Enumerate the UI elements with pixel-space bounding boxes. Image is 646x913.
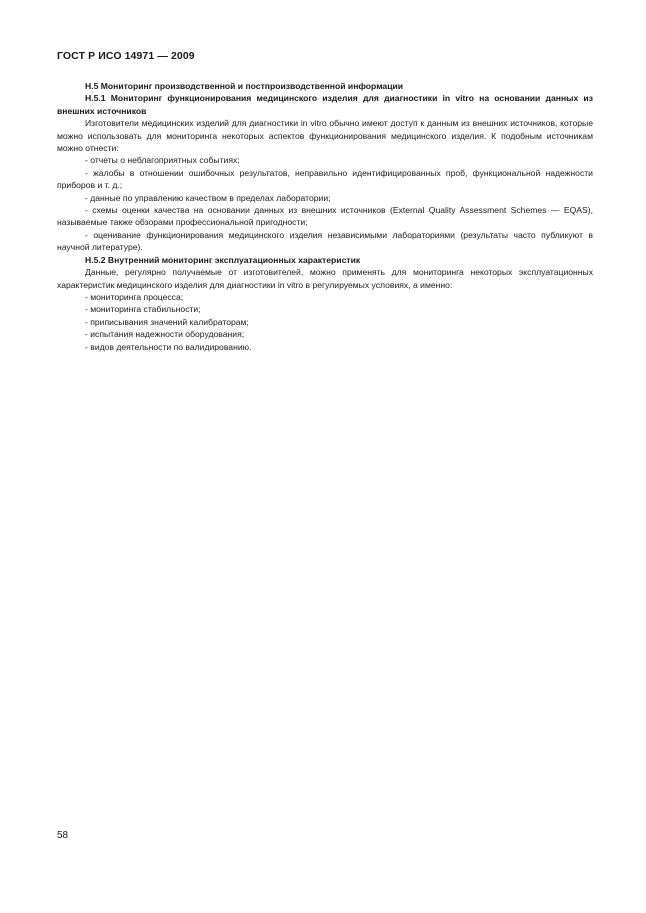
page-number: 58 — [57, 830, 69, 841]
list-item: - жалобы в отношении ошибочных результатов, неправильно идентифицированных проб, функциональной надежности приборов и т. д.; — [57, 167, 593, 191]
list-item: - приписывания значений калибраторам; — [85, 316, 249, 327]
list-item: - данные по управлению качеством в пределах лаборатории; — [85, 192, 331, 203]
list-item: - оценивание функционирования медицинского изделия независимыми лабораториями (результаты часто публикуют в научной литературе). — [57, 229, 593, 253]
document-body — [57, 80, 593, 353]
standard-header: ГОСТ Р ИСО 14971 — 2009 — [57, 50, 195, 62]
list-item: - схемы оценки качества на основании данных из внешних источников (External Quality Assessment Schemes — EQAS), называемые также обзорами профессиональной пригодности; — [57, 205, 593, 228]
list-item: - испытания надежности оборудования; — [85, 329, 245, 340]
list-item: - мониторинга стабильности; — [85, 304, 201, 315]
section-h52-intro: Данные, регулярно получаемые от изготовителей, можно применять для мониторинга некоторых эксплуатационных характеристик медицинского изделия для диагностики in vitro в регулируемых условиях, а именно: — [57, 267, 593, 290]
section-h51-heading: Н.5.1 Мониторинг функционирования медицинского изделия для диагностики in vitro на основании данных из внешних источников — [57, 93, 593, 116]
list-item: - видов деятельности по валидированию. — [85, 341, 252, 352]
list-item: - мониторинга процесса; — [85, 291, 184, 302]
section-h51-intro: Изготовители медицинских изделий для диагностики in vitro обычно имеют доступ к данным из внешних источников, которые можно использовать для мониторинга некоторых аспектов функционирования медицинского изделия. К подобным источникам можно отнести: — [57, 118, 593, 154]
section-h52-heading: Н.5.2 Внутренний мониторинг эксплуатационных характеристик — [85, 254, 361, 265]
list-item: - отчеты о неблагоприятных событиях; — [85, 155, 240, 166]
section-h5-heading: Н.5 Мониторинг производственной и постпроизводственной информации — [85, 81, 404, 91]
